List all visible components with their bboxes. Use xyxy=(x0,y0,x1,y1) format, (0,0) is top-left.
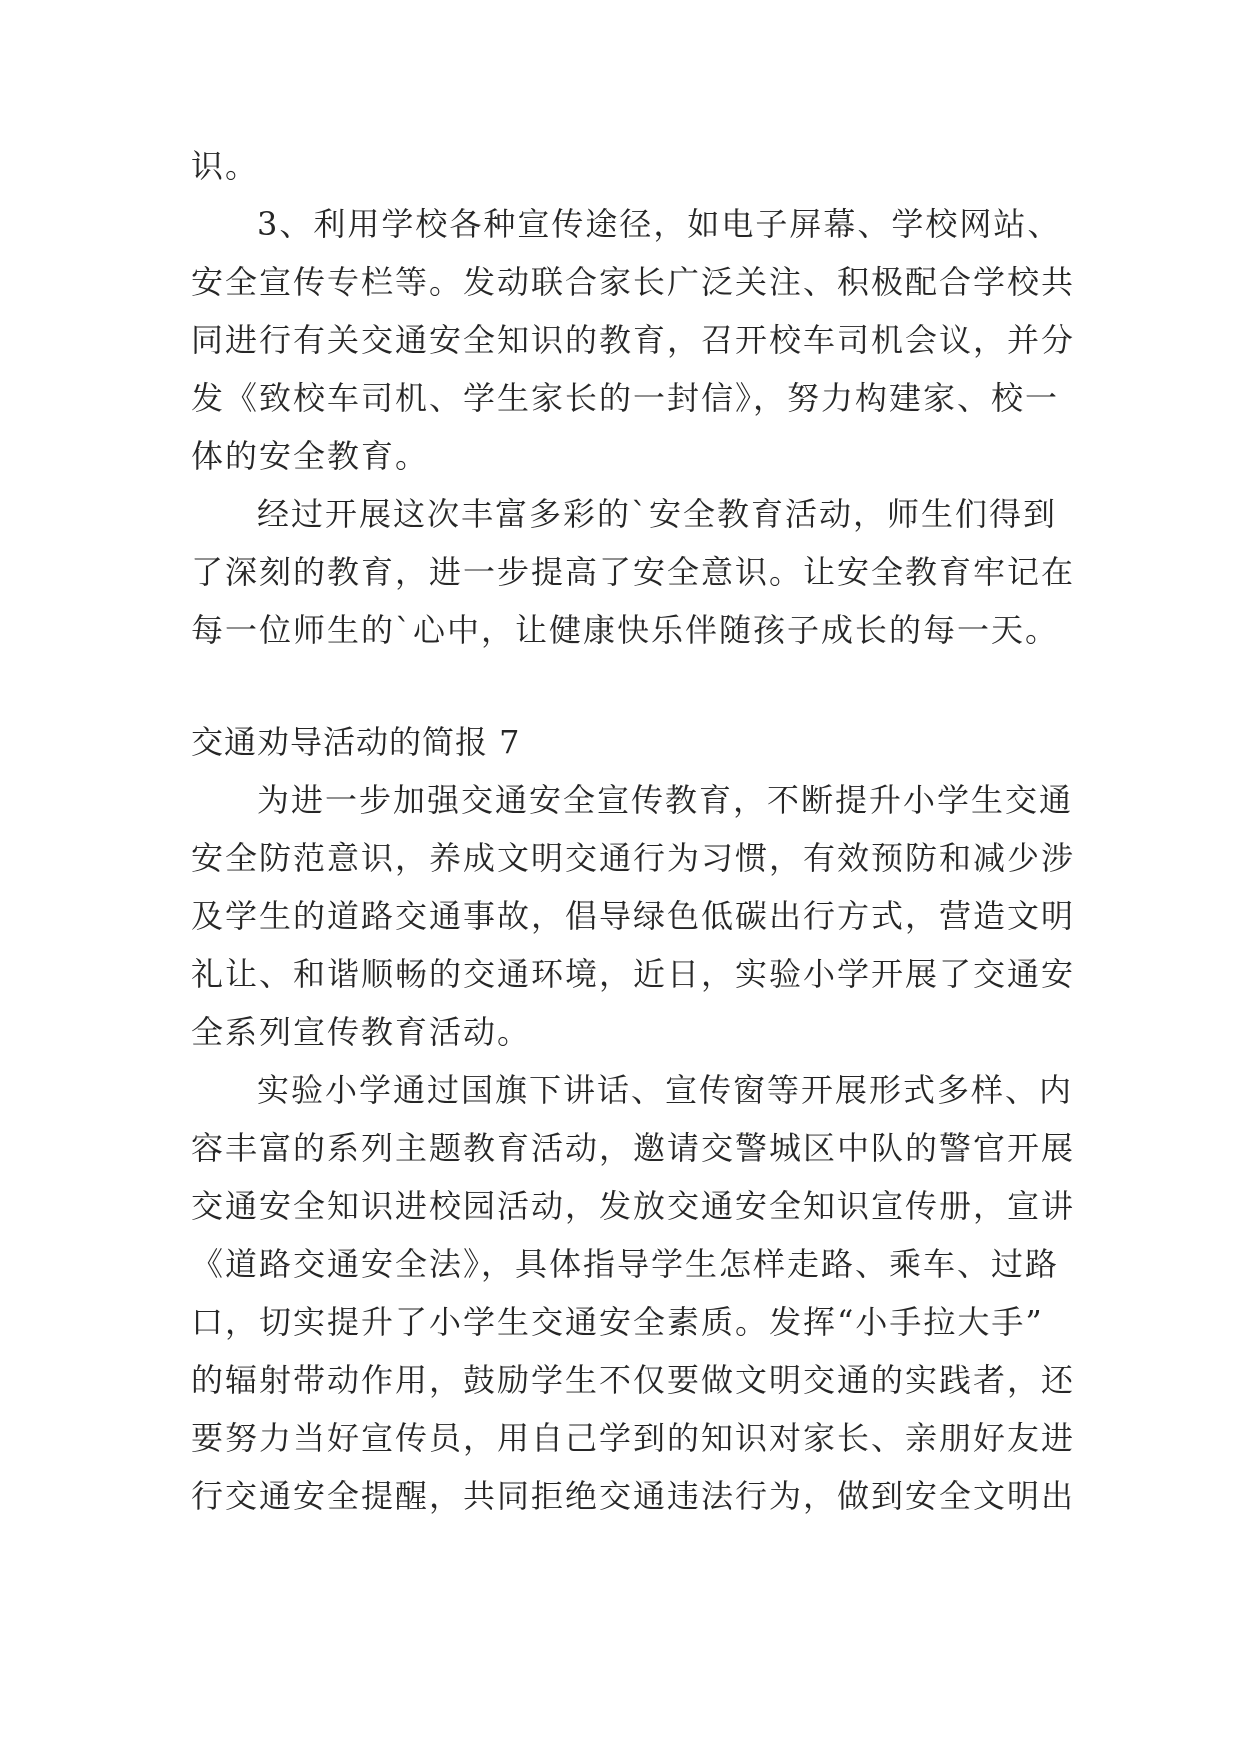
text-line: 了深刻的教育，进一步提高了安全意识。让安全教育牢记在 xyxy=(191,553,1076,591)
text-line: 行交通安全提醒，共同拒绝交通违法行为，做到安全文明出 xyxy=(191,1477,1076,1515)
paragraph-first-line: 3、利用学校各种宣传途径，如电子屏幕、学校网站、 xyxy=(257,205,1062,243)
text-line: 交通安全知识进校园活动，发放交通安全知识宣传册，宣讲 xyxy=(191,1187,1076,1225)
text-line: 安全宣传专栏等。发动联合家长广泛关注、积极配合学校共 xyxy=(191,263,1076,301)
text-line: 要努力当好宣传员，用自己学到的知识对家长、亲朋好友进 xyxy=(191,1419,1076,1457)
text-line: 及学生的道路交通事故，倡导绿色低碳出行方式，营造文明 xyxy=(191,897,1076,935)
text-line: 礼让、和谐顺畅的交通环境，近日，实验小学开展了交通安 xyxy=(191,955,1076,993)
text-line: 识。 xyxy=(191,147,260,185)
section-heading: 交通劝导活动的简报 7 xyxy=(191,723,521,761)
text-line: 每一位师生的`心中，让健康快乐伴随孩子成长的每一天。 xyxy=(191,611,1060,649)
paragraph-first-line: 经过开展这次丰富多彩的`安全教育活动，师生们得到 xyxy=(257,495,1058,533)
text-line: 口，切实提升了小学生交通安全素质。发挥“小手拉大手” xyxy=(191,1303,1044,1341)
text-line: 发《致校车司机、学生家长的一封信》，努力构建家、校一 xyxy=(191,379,1060,417)
text-line: 体的安全教育。 xyxy=(191,437,430,475)
text-line: 安全防范意识，养成文明交通行为习惯，有效预防和减少涉 xyxy=(191,839,1076,877)
text-line: 的辐射带动作用，鼓励学生不仅要做文明交通的实践者，还 xyxy=(191,1361,1076,1399)
text-line: 同进行有关交通安全知识的教育，召开校车司机会议，并分 xyxy=(191,321,1076,359)
text-line: 全系列宣传教育活动。 xyxy=(191,1013,532,1051)
paragraph-first-line: 实验小学通过国旗下讲话、宣传窗等开展形式多样、内 xyxy=(257,1071,1074,1109)
text-line: 《道路交通安全法》，具体指导学生怎样走路、乘车、过路 xyxy=(191,1245,1060,1283)
paragraph-first-line: 为进一步加强交通安全宣传教育，不断提升小学生交通 xyxy=(257,781,1074,819)
text-line: 容丰富的系列主题教育活动，邀请交警城区中队的警官开展 xyxy=(191,1129,1076,1167)
